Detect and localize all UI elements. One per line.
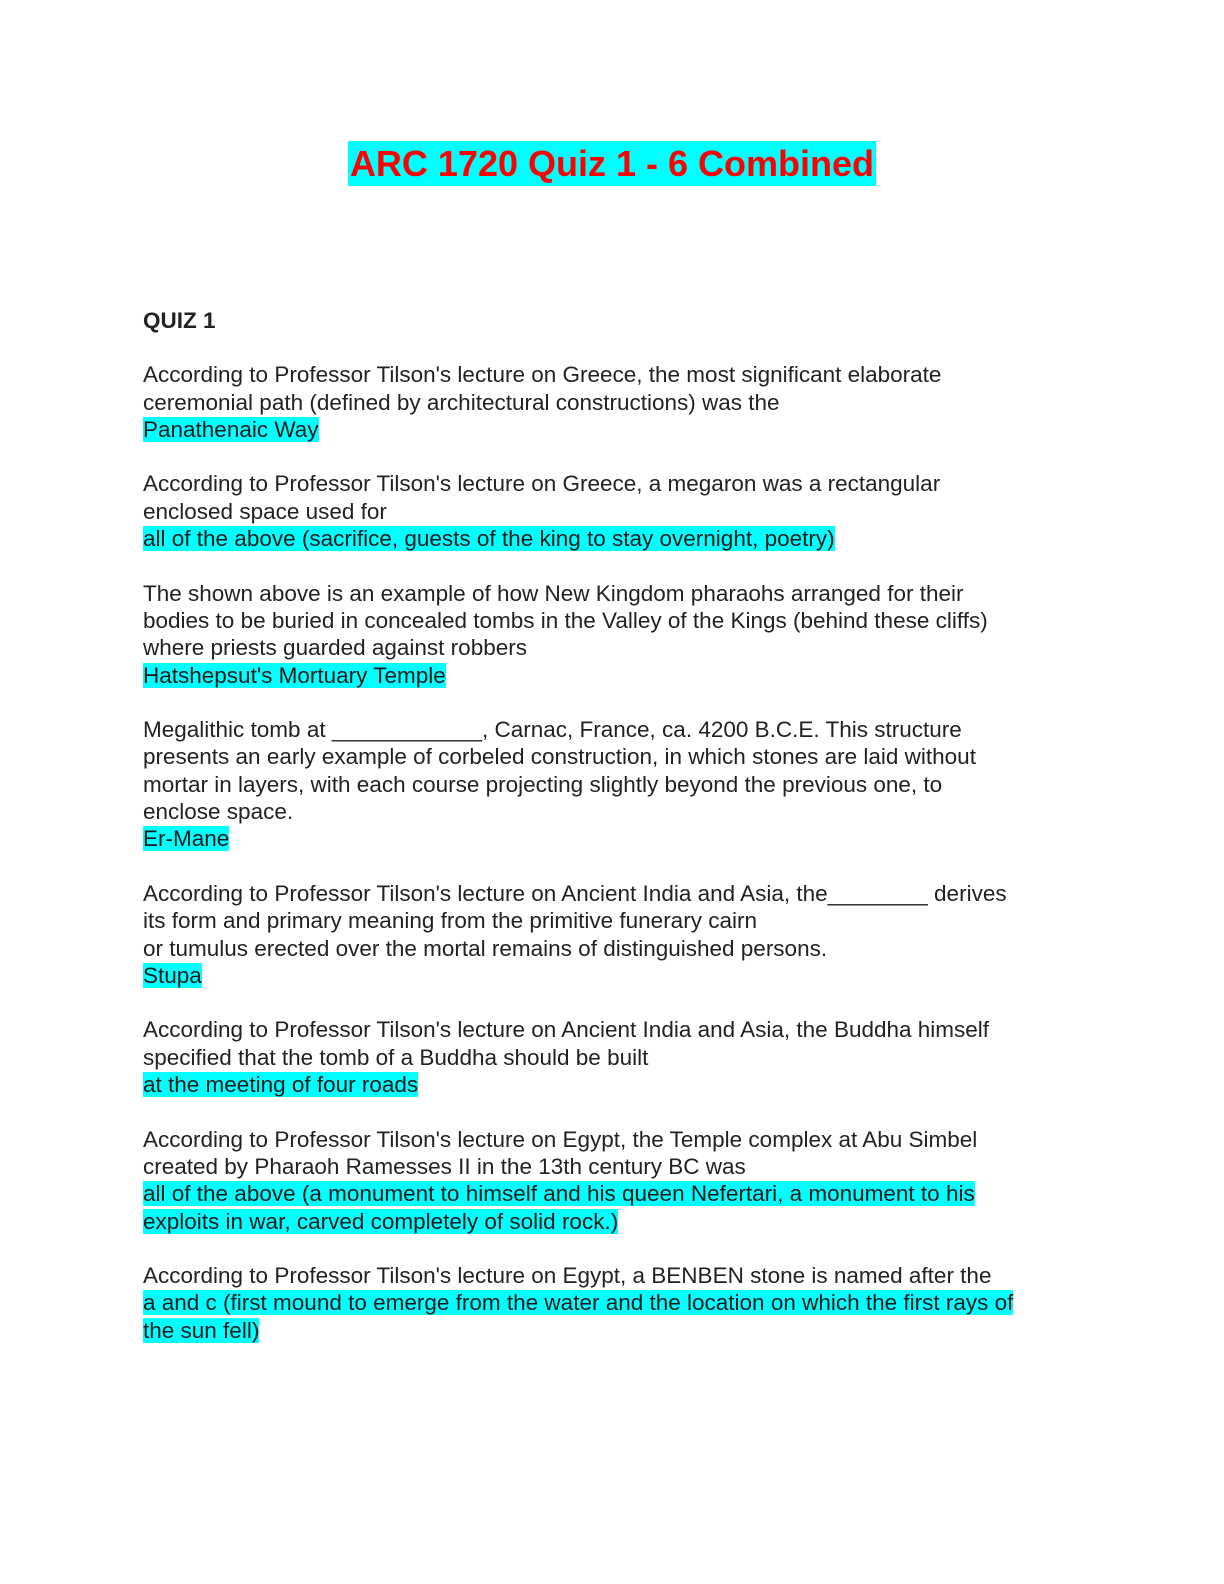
question-line: ceremonial path (defined by architectural constructions) was the (143, 389, 780, 415)
question-line: According to Professor Tilson's lecture on Ancient India and Asia, the________ derives (143, 880, 1007, 906)
question-text (143, 1126, 1083, 1181)
answer-line-wrapper (143, 1289, 1083, 1316)
answer-line-wrapper (143, 1317, 1083, 1344)
question-text (143, 880, 1083, 962)
question-line: According to Professor Tilson's lecture on Greece, a megaron was a rectangular (143, 471, 941, 497)
answer-line-wrapper (143, 662, 1083, 689)
question-text (143, 716, 1083, 825)
qa-item (143, 580, 1083, 689)
question-line: enclose space. (143, 799, 294, 825)
question-line: or tumulus erected over the mortal remains of distinguished persons. (143, 935, 828, 961)
answer-line-wrapper (143, 1180, 1083, 1207)
document-title: ARC 1720 Quiz 1 - 6 Combined (349, 143, 875, 184)
document-body (143, 307, 1083, 1371)
highlighted-answer: all of the above (sacrifice, guests of the king to stay overnight, poetry) (143, 526, 835, 552)
quiz-heading: QUIZ 1 (143, 308, 216, 333)
answer-line-wrapper (143, 825, 1083, 852)
question-line: Megalithic tomb at ____________, Carnac, France, ca. 4200 B.C.E. This structure (143, 717, 962, 743)
question-line: According to Professor Tilson's lecture on Egypt, the Temple complex at Abu Simbel (143, 1126, 978, 1152)
question-text (143, 580, 1083, 662)
qa-item (143, 1262, 1083, 1344)
qa-item (143, 716, 1083, 852)
qa-list (143, 361, 1083, 1344)
answer-line-wrapper (143, 1208, 1083, 1235)
question-line: presents an early example of corbeled construction, in which stones are laid without (143, 744, 976, 770)
highlighted-answer: Hatshepsut's Mortuary Temple (143, 662, 446, 688)
highlighted-answer: Stupa (143, 962, 202, 988)
question-text (143, 1262, 1083, 1289)
question-text (143, 1016, 1083, 1071)
question-line: According to Professor Tilson's lecture on Greece, the most significant elaborate (143, 362, 942, 388)
highlighted-answer: a and c (first mound to emerge from the water and the location on which the first rays of (143, 1290, 1014, 1316)
answer-line-wrapper (143, 1071, 1083, 1098)
qa-item (143, 361, 1083, 443)
highlighted-answer: all of the above (a monument to himself and his queen Nefertari, a monument to his (143, 1181, 975, 1207)
question-line: its form and primary meaning from the primitive funerary cairn (143, 908, 757, 934)
question-line: mortar in layers, with each course projecting slightly beyond the previous one, to (143, 771, 943, 797)
question-line: specified that the tomb of a Buddha should be built (143, 1044, 649, 1070)
highlighted-answer: exploits in war, carved completely of solid rock.) (143, 1208, 619, 1234)
highlighted-answer: Er-Mane (143, 826, 230, 852)
question-line: created by Pharaoh Ramesses II in the 13th century BC was (143, 1153, 746, 1179)
question-line: where priests guarded against robbers (143, 635, 527, 661)
question-line: According to Professor Tilson's lecture on Ancient India and Asia, the Buddha himself (143, 1017, 990, 1043)
answer-line-wrapper (143, 962, 1083, 989)
question-line: enclosed space used for (143, 498, 387, 524)
question-text (143, 361, 1083, 416)
qa-item (143, 1016, 1083, 1098)
answer-line-wrapper (143, 416, 1083, 443)
question-line: bodies to be buried in concealed tombs in the Valley of the Kings (behind these cliffs) (143, 607, 988, 633)
answer-line-wrapper (143, 525, 1083, 552)
question-line: The shown above is an example of how New Kingdom pharaohs arranged for their (143, 580, 964, 606)
highlighted-answer: at the meeting of four roads (143, 1072, 419, 1098)
qa-item (143, 1126, 1083, 1235)
title-wrapper (0, 141, 1224, 186)
qa-item (143, 470, 1083, 552)
qa-item (143, 880, 1083, 989)
highlighted-answer: Panathenaic Way (143, 416, 319, 442)
question-line: According to Professor Tilson's lecture on Egypt, a BENBEN stone is named after the (143, 1263, 992, 1289)
highlighted-answer: the sun fell) (143, 1317, 260, 1343)
question-text (143, 470, 1083, 525)
